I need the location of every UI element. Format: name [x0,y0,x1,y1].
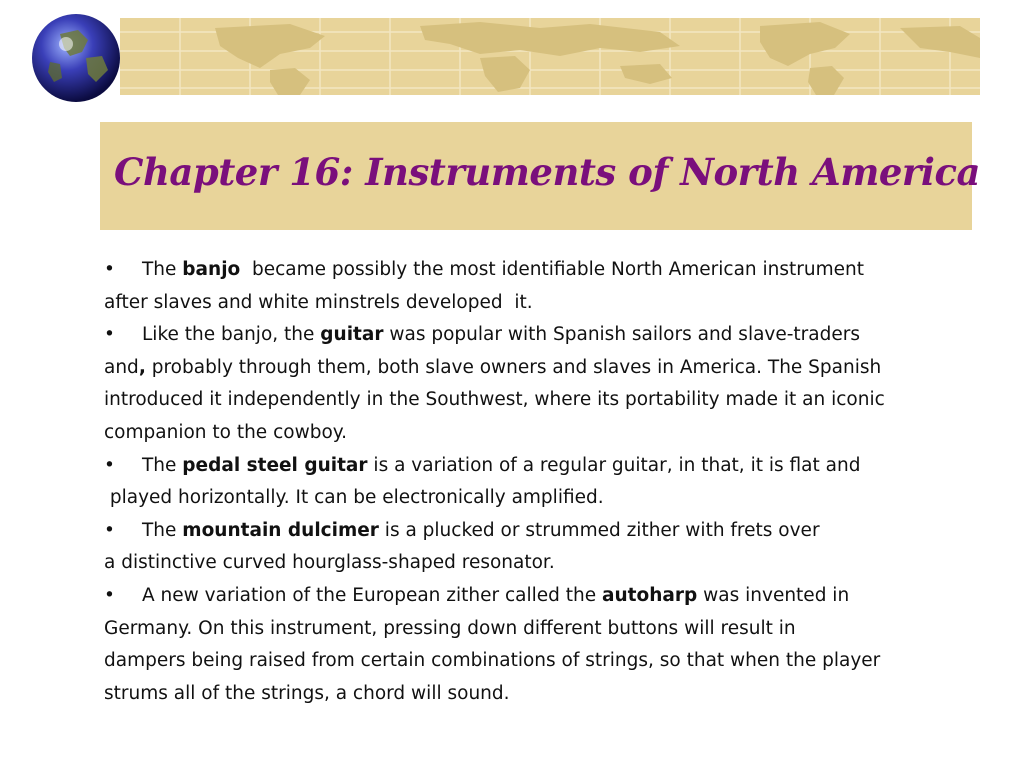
text-segment: companion to the cowboy. [104,421,347,443]
bullet-item [104,450,964,515]
text-segment: The [142,259,183,280]
bullet-item [104,319,964,449]
bullet-line [104,254,964,287]
bullet-line [104,482,964,515]
globe-icon [30,12,122,104]
text-segment: was popular with Spanish sailors and slave-traders [383,324,860,346]
bold-term: banjo [182,259,241,280]
bullet-marker: • [104,519,115,541]
bullet-line [104,319,964,352]
text-segment: A new variation of the European zither called the [142,584,603,606]
map-grid-graphic [120,18,980,95]
bold-term: pedal steel guitar [182,454,368,476]
text-segment: is a plucked or strummed zither with frets over [378,519,820,541]
bullet-marker: • [104,454,115,476]
text-segment: and [104,356,139,378]
text-segment: Germany. On this instrument, pressing down different buttons will result in [104,617,796,639]
text-segment: Like the banjo, the [142,324,321,346]
text-segment: was invented in [697,584,850,606]
bold-term: mountain dulcimer [182,519,379,541]
text-segment: became possibly the most identifiable North American instrument [240,259,865,280]
bullet-marker: • [104,259,115,280]
world-map-banner [120,18,980,95]
slide-title: Chapter 16: Instruments of North America [114,150,980,194]
bullet-list [104,254,964,710]
bullet-item [104,515,964,580]
bullet-line [104,384,964,417]
text-segment: strums all of the strings, a chord will sound. [104,682,510,704]
bold-term: guitar [320,324,384,346]
bold-term: autoharp [602,584,698,606]
bullet-marker: • [104,324,115,346]
text-segment: The [142,519,183,541]
bullet-line [104,515,964,548]
bullet-marker: • [104,584,115,606]
text-segment: The [142,454,183,476]
bullet-item [104,254,964,319]
bullet-line [104,580,964,613]
bullet-item [104,580,964,710]
bullet-line [104,287,964,320]
bullet-line [104,547,964,580]
text-segment: dampers being raised from certain combinations of strings, so that when the player [104,650,881,672]
text-segment: introduced it independently in the Southwest, where its portability made it an iconic [104,389,885,411]
title-banner [100,122,980,230]
bullet-line [104,645,964,678]
bullet-line [104,352,964,385]
bullet-line [104,450,964,483]
bullet-line [104,678,964,711]
bullet-line [104,417,964,450]
bullet-line [104,613,964,646]
text-segment: probably through them, both slave owners and slaves in America. The Spanish [145,356,882,378]
bold-term: , [138,356,146,378]
text-segment: after slaves and white minstrels developed it. [104,291,533,313]
text-segment: is a variation of a regular guitar, in that, it is flat and [367,454,861,476]
text-segment: a distinctive curved hourglass-shaped resonator. [104,552,555,574]
text-segment: played horizontally. It can be electronically amplified. [104,487,604,509]
